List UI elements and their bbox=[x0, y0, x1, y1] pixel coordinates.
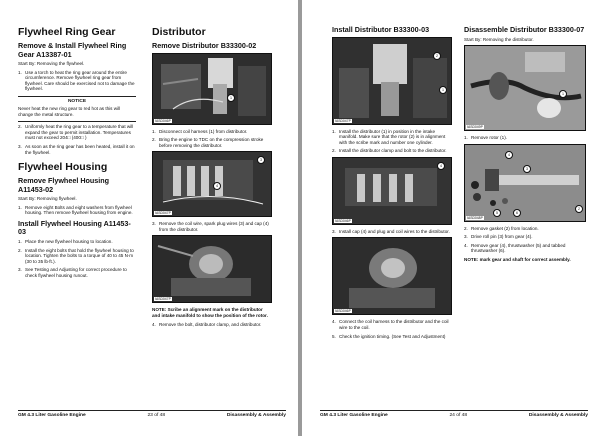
step-item bbox=[18, 205, 136, 216]
steps-disassemble-2 bbox=[464, 226, 586, 254]
step-item bbox=[18, 239, 136, 245]
step-text: Place the new flywheel housing to location. bbox=[25, 238, 113, 244]
callout-1: 1 bbox=[559, 90, 567, 98]
callout-2: 2 bbox=[433, 52, 441, 60]
step-item bbox=[18, 267, 136, 278]
step-number: 1. bbox=[332, 128, 336, 134]
step-text: Remove the coil wire, spark plug wires (3) and cap (4) from the distributor. bbox=[159, 221, 269, 232]
step-item bbox=[152, 322, 272, 328]
step-number: 5. bbox=[332, 333, 336, 339]
step-item bbox=[152, 221, 272, 232]
steps-ring-gear-2 bbox=[18, 124, 136, 155]
step-item bbox=[18, 248, 136, 265]
figure-install-distributor-1 bbox=[332, 37, 452, 125]
figure-install-distributor-2 bbox=[332, 157, 452, 225]
notice-divider-bottom bbox=[18, 121, 136, 122]
step-text: Drive roll pin (3) from gear (4). bbox=[471, 234, 533, 240]
figure-tag: IASD046P bbox=[335, 218, 351, 223]
step-item bbox=[152, 137, 272, 148]
step-number: 1. bbox=[464, 135, 468, 141]
start-by-text-2: Start By: Removing flywheel. bbox=[18, 196, 77, 202]
figure-remove-distributor-1 bbox=[152, 53, 272, 125]
footer-page-number: 23 of 48 bbox=[147, 413, 166, 418]
step-number: 1. bbox=[18, 69, 22, 75]
step-text: As soon as the ring gear has been heated, install it on the flywheel. bbox=[25, 143, 135, 155]
right-col-1 bbox=[332, 26, 450, 342]
engine-photo-icon bbox=[153, 152, 271, 216]
step-text: Install the distributor clamp and bolt to the distributor. bbox=[339, 148, 447, 154]
step-item bbox=[332, 319, 450, 330]
figure-install-distributor-3 bbox=[332, 237, 452, 315]
step-item bbox=[18, 124, 136, 141]
callout-4: 4 bbox=[505, 151, 513, 159]
step-text: Bring the engine to TDC on the compression stroke before removing the distributor. bbox=[159, 137, 264, 148]
steps-remove-distributor-2 bbox=[152, 221, 272, 232]
step-text: Remove gasket (2) from location. bbox=[471, 225, 539, 231]
step-text: Remove the bolt, distributor clamp, and distributor. bbox=[159, 321, 262, 327]
step-text: Check the ignition timing. (See Test and Adjustment) bbox=[339, 333, 446, 339]
step-text: Install the eight bolts that hold the flywheel housing to location. Tighten the bolts to a torque of 40 to 45 N∙m (30 to 35 lb∙ft.). bbox=[25, 247, 134, 264]
page-footer-left bbox=[18, 410, 286, 418]
step-number: 3. bbox=[18, 267, 22, 273]
distributor-shaft-photo-icon bbox=[465, 46, 585, 130]
subsection-remove-install-ring-gear: Remove & Install Flywheel Ring Gear A13387-01 bbox=[18, 41, 127, 59]
footer-doc-title: GM 4.3 Liter Gasoline Engine bbox=[320, 413, 388, 418]
step-item bbox=[332, 229, 450, 235]
figure-tag: IASD049P bbox=[467, 125, 483, 130]
engine-photo-icon bbox=[333, 238, 451, 314]
step-text: Disconnect coil harness (1) from distributor. bbox=[159, 128, 248, 134]
callout-1: 1 bbox=[227, 94, 235, 102]
engine-photo-icon bbox=[333, 38, 451, 124]
step-number: 1. bbox=[152, 128, 156, 134]
section-title-flywheel-housing: Flywheel Housing bbox=[18, 161, 108, 174]
notice-title: NOTICE bbox=[67, 98, 87, 104]
start-by-text: Start By: Removing the flywheel. bbox=[18, 61, 85, 66]
left-col-2 bbox=[152, 26, 272, 330]
steps-remove-distributor-1 bbox=[152, 129, 272, 149]
callout-2: 2 bbox=[575, 205, 583, 213]
step-item bbox=[332, 148, 450, 154]
left-page bbox=[0, 0, 298, 436]
right-col-2 bbox=[464, 26, 586, 266]
subsection-remove-distributor: Remove Distributor B33300-02 bbox=[152, 41, 257, 50]
figure-tag: IASD047P bbox=[335, 118, 351, 123]
note-text: NOTE: mark gear and shaft for correct assembly. bbox=[464, 257, 571, 263]
steps-install-distributor-3 bbox=[332, 319, 450, 339]
step-number: 2. bbox=[152, 137, 156, 143]
callout-4: 4 bbox=[437, 162, 445, 170]
step-item bbox=[152, 129, 272, 135]
callout-5: 5 bbox=[493, 209, 501, 217]
step-text: Remove gear (4), thrustwasher (5) and tabbed thrustwasher (6). bbox=[471, 242, 566, 254]
steps-ring-gear-1 bbox=[18, 70, 136, 92]
page-footer-right bbox=[320, 410, 588, 418]
callout-3: 3 bbox=[257, 156, 265, 164]
start-by-text: Start By: Removing the distributor. bbox=[464, 36, 534, 42]
subsection-disassemble-distributor: Disassemble Distributor B33300-07 bbox=[464, 25, 585, 34]
step-item bbox=[464, 226, 586, 232]
step-number: 2. bbox=[464, 225, 468, 231]
step-number: 3. bbox=[152, 221, 156, 227]
step-item bbox=[464, 234, 586, 240]
steps-remove-housing bbox=[18, 205, 136, 216]
figure-disassemble-2 bbox=[464, 144, 586, 222]
step-number: 4. bbox=[152, 321, 156, 327]
steps-disassemble-1 bbox=[464, 135, 586, 141]
step-item bbox=[464, 135, 586, 141]
step-text: Remove rotor (1). bbox=[471, 135, 507, 141]
steps-remove-distributor-3 bbox=[152, 322, 272, 328]
section-title-distributor: Distributor bbox=[152, 26, 206, 38]
step-item bbox=[18, 70, 136, 92]
figure-remove-distributor-3 bbox=[152, 235, 272, 303]
step-number: 1. bbox=[18, 238, 22, 244]
step-number: 3. bbox=[332, 228, 336, 234]
footer-page-number: 24 of 48 bbox=[449, 413, 468, 418]
subsection-remove-flywheel-housing: Remove Flywheel Housing A11453-02 bbox=[18, 176, 110, 194]
step-number: 4. bbox=[332, 319, 336, 325]
right-page bbox=[302, 0, 600, 436]
figure-tag: IASD047P bbox=[155, 211, 171, 216]
step-text: Remove eight Bolts and eight washers from flywheel housing. Then remove flywheel housing from engine. bbox=[25, 204, 133, 216]
steps-install-distributor-1 bbox=[332, 129, 450, 154]
step-item bbox=[18, 144, 136, 155]
step-number: 3. bbox=[464, 234, 468, 240]
left-col-1 bbox=[18, 26, 136, 281]
step-number: 4. bbox=[464, 242, 468, 248]
step-number: 1. bbox=[18, 204, 22, 210]
footer-section-name: Disassembly & Assembly bbox=[226, 413, 286, 418]
step-text: Connect the coil harness to the distributor and the coil wire to the coil. bbox=[339, 319, 449, 331]
step-number: 2. bbox=[332, 148, 336, 154]
figure-tag: IASD047P bbox=[155, 297, 171, 302]
section-title-flywheel-ring-gear: Flywheel Ring Gear bbox=[18, 26, 116, 38]
figure-tag: IASD046P bbox=[335, 309, 351, 314]
step-item bbox=[464, 243, 586, 254]
step-item bbox=[332, 334, 450, 340]
figure-remove-distributor-2 bbox=[152, 151, 272, 217]
steps-install-distributor-2 bbox=[332, 229, 450, 235]
step-text: Use a torch to heat the ring gear around the entire circumference. Remove flywheel ring gear from flywheel. Care should be exercised not to damage the flywheel. bbox=[25, 69, 135, 92]
step-text: Install the distributor (1) in position in the intake manifold. Make sure that the rotor (2) is in alignment with the scribe mark and number one cylinder. bbox=[339, 128, 446, 145]
callout-1: 1 bbox=[439, 86, 447, 94]
notice-divider-top bbox=[18, 96, 136, 97]
notice-text: Never heat the new ring gear to red hot as this will change the metal structure. bbox=[18, 105, 121, 117]
step-text: Uniformly heat the ring gear to a temperature that will expand the gear to permit installation. Temperatures must not exceed 204□ (400□ ) bbox=[25, 124, 134, 141]
step-text: Install cap (4) and plug and coil wires to the distributor. bbox=[339, 228, 450, 234]
callout-6: 6 bbox=[513, 209, 521, 217]
callout-4: 4 bbox=[213, 182, 221, 190]
figure-disassemble-1 bbox=[464, 45, 586, 131]
footer-section-name: Disassembly & Assembly bbox=[528, 413, 588, 418]
step-number: 2. bbox=[18, 247, 22, 253]
step-text: See Testing and Adjusting for correct procedure to check flywheel housing runout. bbox=[25, 267, 127, 278]
figure-tag: IASD046P bbox=[155, 118, 171, 123]
subsection-install-flywheel-housing: Install Flywheel Housing A11453-03 bbox=[18, 218, 131, 237]
note-text: NOTE: Scribe an alignment mark on the distributor and intake manifold to show the position of the rotor. bbox=[152, 307, 268, 319]
step-number: 2. bbox=[18, 124, 22, 130]
step-number: 3. bbox=[18, 143, 22, 149]
distributor-parts-photo-icon bbox=[465, 145, 585, 221]
figure-tag: IASD048P bbox=[467, 215, 483, 220]
steps-install-housing bbox=[18, 239, 136, 279]
footer-doc-title: GM 4.3 Liter Gasoline Engine bbox=[18, 413, 86, 418]
engine-photo-icon bbox=[153, 236, 271, 302]
subsection-install-distributor: Install Distributor B33300-03 bbox=[332, 25, 430, 34]
engine-photo-icon bbox=[333, 158, 451, 224]
step-item bbox=[332, 129, 450, 146]
engine-photo-icon bbox=[153, 54, 271, 124]
callout-3: 3 bbox=[523, 165, 531, 173]
